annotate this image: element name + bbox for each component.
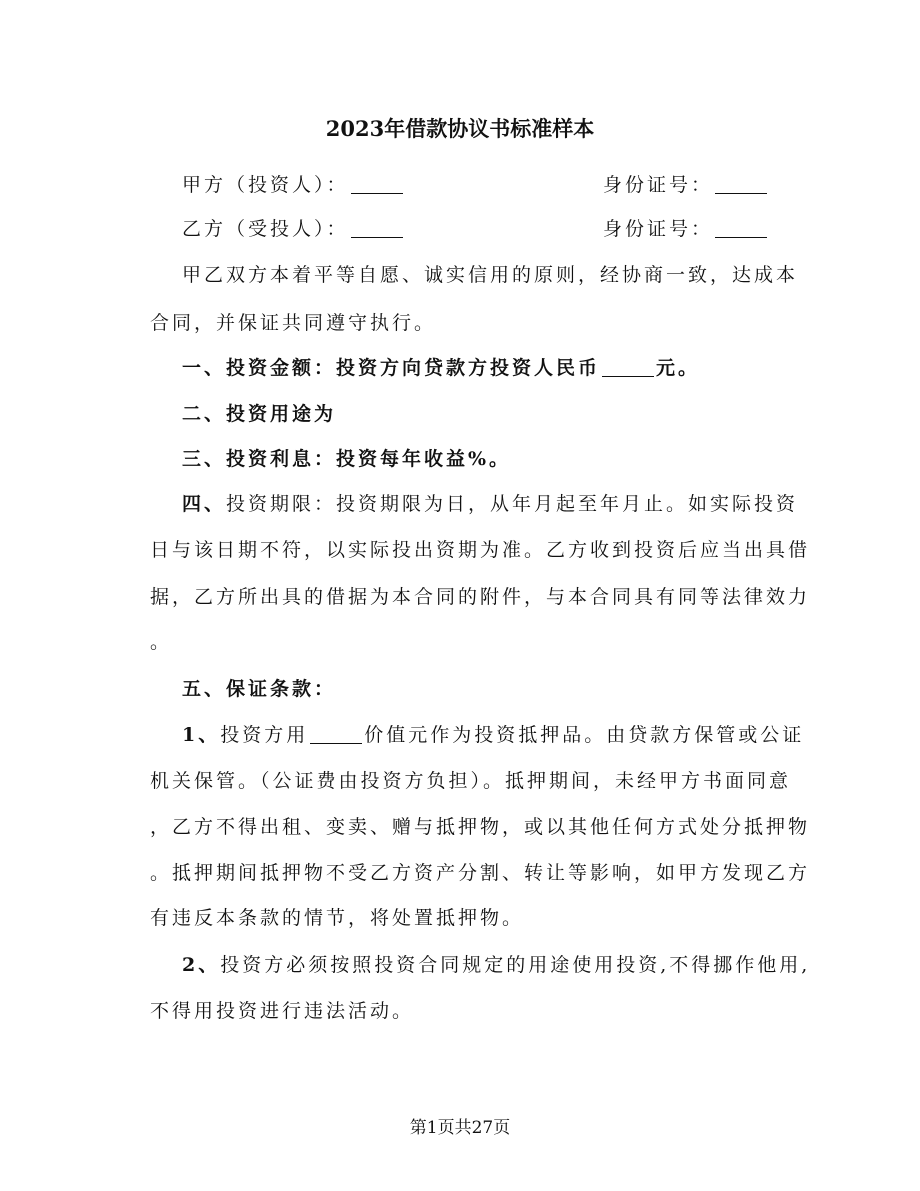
page-number: 第1页共27页 [409,1118,511,1138]
clause-4-text: 投资期限：投资期限为日，从年月起至年月止。如实际投资 [226,493,799,515]
amount-blank[interactable] [602,357,654,377]
party-b-blank[interactable] [351,218,403,238]
item-1-line-4: 。抵押期间抵押物不受乙方资产分割、转让等影响，如甲方发现乙方 [150,862,811,884]
party-a-label: 甲方（投资人）： [182,174,349,196]
party-a-blank[interactable] [351,174,403,194]
clause-4-line-2: 日与该日期不符，以实际投出资期为准。乙方收到投资后应当出具借 [150,539,811,561]
item-1-line-2: 机关保管。（公证费由投资方负担）。抵押期间，未经甲方书面同意 [150,770,792,792]
party-a-id [603,170,769,197]
party-a-id-blank[interactable] [715,174,767,194]
clause-4-line-1 [182,489,807,516]
clause-1-text: 一、投资金额：投资方向贷款方投资人民币 [182,357,601,379]
intro-line-1: 甲乙双方本着平等自愿、诚实信用的原则，经协商一致，达成本 [182,264,799,286]
document-title: 2023年借款协议书标准样本 [325,116,595,141]
item-1-line-3: ，乙方不得出租、变卖、赠与抵押物，或以其他任何方式处分抵押物 [150,816,811,838]
clause-5: 五、保证条款： [182,678,337,700]
party-a-id-label: 身份证号： [603,174,714,196]
party-b-id-label: 身份证号： [603,218,714,240]
clause-1-tail: 元。 [656,357,701,379]
item-2-line-2: 不得用投资进行违法活动。 [150,1000,415,1022]
item-1-text-a: 投资方用 [220,724,309,746]
clause-1 [182,353,807,380]
clause-4-head: 四、 [182,493,227,515]
intro-line-2: 合同，并保证共同遵守执行。 [150,312,437,334]
clause-2: 二、投资用途为 [182,403,337,425]
item-2-line-1 [182,950,811,977]
item-1-num: 1、 [182,724,221,746]
item-2-num: 2、 [182,954,221,976]
item-1-text-b: 价值元作为投资抵押品。由贷款方保管或公证 [364,724,805,746]
item-1-line-5: 有违反本条款的情节，将处置抵押物。 [150,907,525,929]
party-b-id [603,214,769,241]
collateral-blank[interactable] [310,724,362,744]
party-b-id-blank[interactable] [715,218,767,238]
item-2-text: 投资方必须按照投资合同规定的用途使用投资,不得挪作他用, [220,954,811,976]
clause-4-line-4: 。 [150,631,173,653]
clause-4-line-3: 据，乙方所出具的借据为本合同的附件，与本合同具有同等法律效力 [150,586,811,608]
clause-3: 三、投资利息：投资每年收益%。 [182,448,512,470]
party-b-label: 乙方（受投人）： [182,218,349,240]
item-1-line-1 [182,720,807,747]
